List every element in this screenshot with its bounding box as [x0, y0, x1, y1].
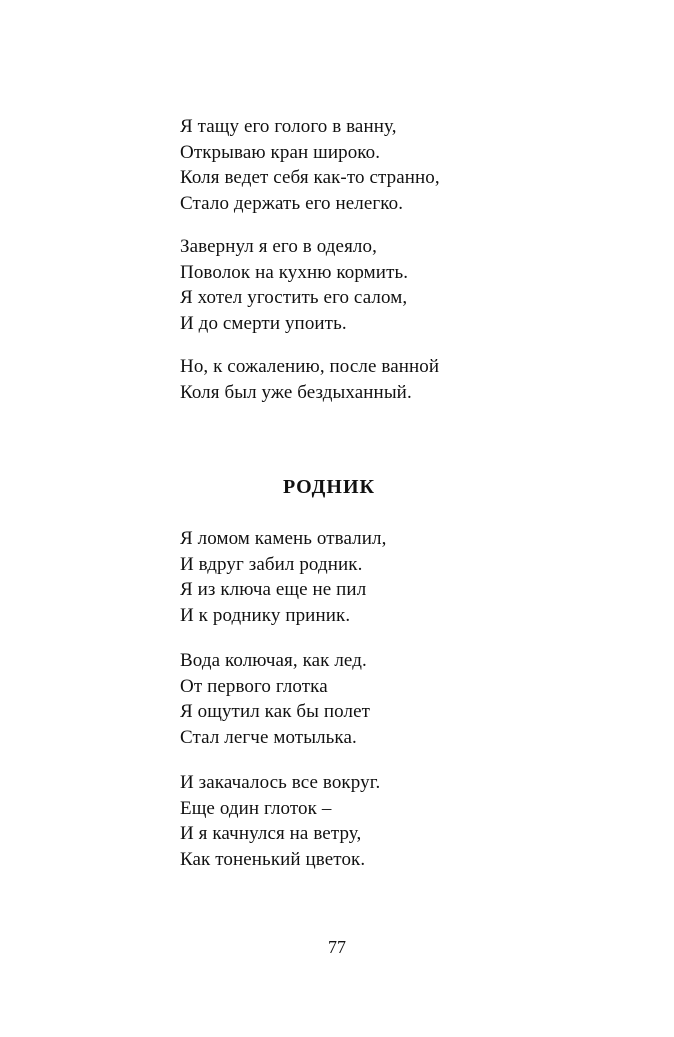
- poem-line: От первого глотка: [180, 675, 328, 697]
- poem-stanza: [180, 526, 620, 628]
- poem-line: Коля ведет себя как-то странно,: [180, 167, 440, 188]
- poem-line: Стал легче мотылька.: [180, 726, 357, 748]
- poem-line: И закачалось все вокруг.: [180, 772, 381, 793]
- poem-line: И к роднику приник.: [180, 604, 351, 626]
- poem-line: Коля был уже бездыханный.: [180, 381, 412, 403]
- poem-line: Но, к сожалению, после ванной: [180, 356, 440, 377]
- poem-line: Вода колючая, как лед.: [180, 650, 367, 671]
- poem-title: РОДНИК: [282, 476, 376, 498]
- poem-stanza: [180, 648, 620, 750]
- poem-line: И до смерти упоить.: [180, 312, 347, 334]
- poem-line: И я качнулся на ветру,: [180, 823, 362, 844]
- poem-stanza: [180, 354, 620, 405]
- poem-line: Завернул я его в одеяло,: [180, 236, 377, 257]
- poem-line: Я ощутил как бы полет: [180, 701, 371, 722]
- poem-line: Я тащу его голого в ванну,: [180, 116, 397, 137]
- poem-line: И вдруг забил родник.: [180, 553, 363, 575]
- poem-line: Поволок на кухню кормить.: [180, 261, 409, 283]
- poem-stanza: [180, 114, 620, 216]
- poem-stanza: [180, 770, 620, 872]
- poem-stanza: [180, 234, 620, 336]
- poem-line: Я ломом камень отвалил,: [180, 528, 387, 549]
- poem-line: Я хотел угостить его салом,: [180, 287, 408, 308]
- poem-line: Открываю кран широко.: [180, 141, 381, 163]
- poem-line: Как тоненький цветок.: [180, 848, 366, 870]
- page-number: 77: [328, 937, 346, 957]
- poem-line: Я из ключа еще не пил: [180, 579, 367, 600]
- poem-line: Стало держать его нелегко.: [180, 192, 404, 214]
- poem-line: Еще один глоток –: [180, 797, 332, 819]
